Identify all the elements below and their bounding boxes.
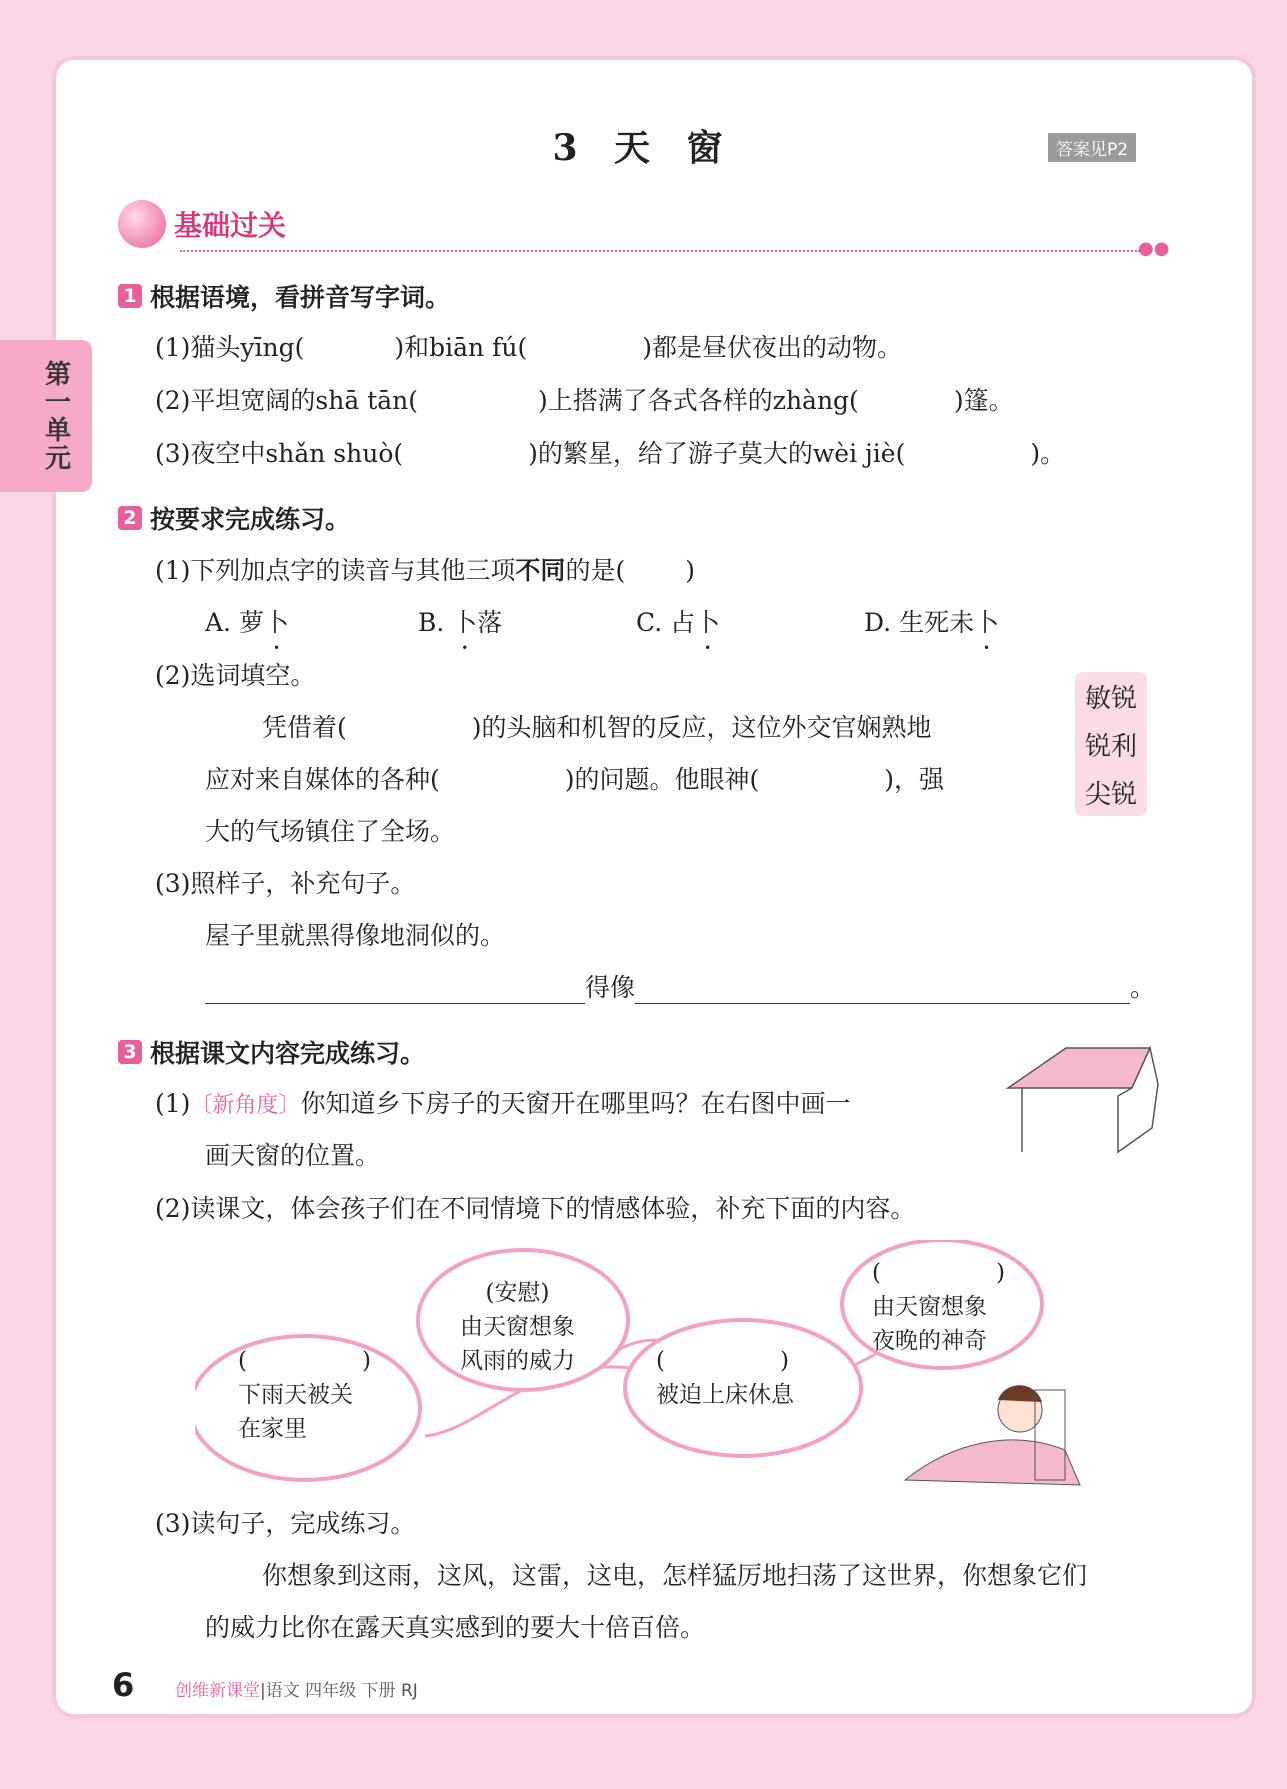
answer-blank[interactable] [205,977,585,1004]
option-b[interactable]: B. 卜落 [418,608,503,637]
cloud-4: ( ) 由天窗想象 夜晚的神奇 [872,1260,1005,1354]
brand-name: 创维新课堂 [175,1681,260,1701]
section-divider [180,250,1140,252]
answer-blank[interactable] [635,977,1130,1004]
section-title: 基础过关 [174,209,287,242]
dots-decoration: ●● [1138,238,1170,259]
question-text: 按要求完成练习。 [150,505,351,534]
q3-sub-1-cont: 画天窗的位置。 [205,1141,381,1170]
question-text: 根据课文内容完成练习。 [150,1039,426,1068]
q2-sub-2: (2)选词填空。 [155,661,316,690]
question-3-heading [118,1034,425,1070]
cloud-3: ( ) 被迫上床休息 [656,1348,794,1408]
question-text: 根据语境，看拼音写字词。 [150,283,451,312]
q2-sub-3: (3)照样子，补充句子。 [155,869,416,898]
lesson-title: 3 天 窗 [552,127,735,169]
answer-reference-badge: 答案见P2 [1048,133,1136,162]
word-choice-box [1075,672,1147,816]
cloud-2: (安慰) 由天窗想象 风雨的威力 [460,1280,575,1374]
page-number: 6 [112,1666,135,1704]
question-number: 2 [118,506,142,530]
unit-side-tab[interactable] [0,340,92,492]
q3-sub-1: (1)〔新角度〕你知道乡下房子的天窗开在哪里吗？在右图中画一 [155,1089,851,1118]
cloud-1: ( ) 下雨天被关 在家里 [238,1348,371,1442]
question-number: 3 [118,1040,142,1064]
option-a[interactable]: A. 萝卜 [205,608,289,637]
question-1-heading [118,278,450,314]
q2-para-line-1: 凭借着( )的头脑和机智的反应，这位外交官娴熟地 [262,713,932,742]
q2-para-line-2: 应对来自媒体的各种( )的问题。他眼神( )，强 [205,765,945,794]
question-2-heading [118,500,350,536]
word-option: 敏锐 [1084,683,1137,714]
q1-line-1: (1)猫头yīng( )和biān fú( )都是昼伏夜出的动物。 [155,333,902,362]
globe-icon [118,200,166,248]
fill-in-sentence: 得像 。 [205,968,1155,1004]
q1-line-3: (3)夜空中shǎn shuò( )的繁星，给了游子莫大的wèi jiè( )。 [155,439,1066,468]
footer-info: 创维新课堂|语文 四年级 下册 RJ [175,1681,418,1701]
child-in-bed-illustration [905,1385,1080,1485]
q1-line-2: (2)平坦宽阔的shā tān( )上搭满了各式各样的zhàng( )篷。 [155,386,1014,415]
section-header [118,200,286,248]
word-option: 尖锐 [1084,779,1137,810]
q3-sub-3: (3)读句子，完成练习。 [155,1509,416,1538]
option-d[interactable]: D. 生死未卜 [864,608,1000,637]
quote-line-2: 的威力比你在露天真实感到的要大十倍百倍。 [205,1613,706,1642]
unit-tab-label: 第一单元 [40,360,71,472]
option-c[interactable]: C. 占卜 [636,608,721,637]
new-angle-tag: 〔新角度〕 [190,1093,301,1118]
q2-para-line-3: 大的气场镇住了全场。 [205,817,456,846]
question-number: 1 [118,284,142,308]
example-sentence: 屋子里就黑得像地洞似的。 [205,921,506,950]
q3-sub-2: (2)读课文，体会孩子们在不同情境下的情感体验，补充下面的内容。 [155,1194,916,1223]
house-roof-image [1000,1040,1160,1160]
quote-line-1: 你想象到这雨，这风，这雷，这电，怎样猛厉地扫荡了这世界，你想象它们 [262,1561,1088,1590]
q2-sub-1: (1)下列加点字的读音与其他三项不同的是( ) [155,556,695,585]
word-option: 锐利 [1084,731,1137,762]
